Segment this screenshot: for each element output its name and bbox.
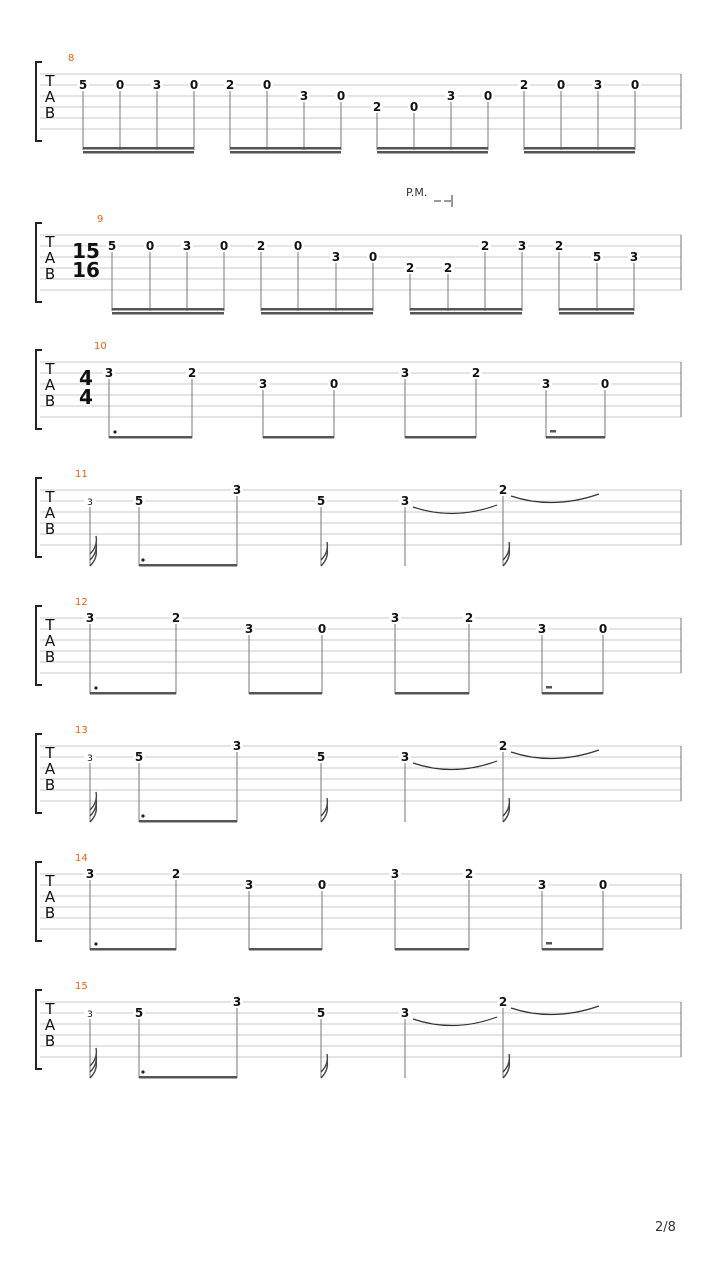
fret-number: 0: [317, 622, 327, 636]
beam: [83, 151, 194, 154]
tab-clef-letter: B: [44, 904, 56, 922]
dotted-rhythm-dot: [141, 558, 144, 561]
tab-clef-letter: A: [44, 632, 56, 650]
beam: [139, 564, 237, 567]
tab-clef-letter: B: [44, 104, 56, 122]
fret-number: 5: [592, 250, 602, 264]
beam: [542, 692, 603, 695]
fret-number: 3: [87, 1010, 93, 1020]
tab-clef-letter: T: [45, 360, 55, 378]
dotted-rhythm-dot: [94, 942, 97, 945]
fret-number: 3: [232, 739, 242, 753]
fret-number: 0: [329, 377, 339, 391]
fret-number: 3: [541, 377, 551, 391]
fret-number: 3: [232, 483, 242, 497]
tab-clef-letter: B: [44, 776, 56, 794]
fret-number: 5: [316, 1006, 326, 1020]
time-signature-top: 4: [79, 366, 93, 390]
fret-number: 2: [187, 366, 197, 380]
beam: [395, 692, 469, 695]
beam: [542, 948, 603, 951]
measure-number: 11: [75, 469, 88, 480]
fret-number: 3: [258, 377, 268, 391]
fret-number: 3: [85, 867, 95, 881]
dotted-rhythm-dot: [94, 686, 97, 689]
fret-number: 3: [87, 498, 93, 508]
time-signature-bottom: 4: [79, 385, 93, 409]
tab-clef-letter: B: [44, 1032, 56, 1050]
fret-number: 3: [400, 494, 410, 508]
beam: [377, 151, 488, 154]
fret-number: 2: [372, 100, 382, 114]
measure-number: 9: [97, 214, 104, 225]
measure-number: 14: [75, 853, 88, 864]
fret-number: 2: [471, 366, 481, 380]
time-signature-top: 15: [72, 239, 100, 263]
beam: [263, 436, 334, 439]
palm-mute-label: P.M.: [406, 186, 428, 199]
fret-number: 2: [256, 239, 266, 253]
fret-number: 5: [134, 750, 144, 764]
fret-number: 2: [464, 611, 474, 625]
fret-number: 5: [316, 494, 326, 508]
fret-number: 0: [630, 78, 640, 92]
fret-number: 0: [336, 89, 346, 103]
fret-number: 0: [600, 377, 610, 391]
fret-number: 2: [464, 867, 474, 881]
beam: [261, 312, 373, 315]
beam: [249, 692, 322, 695]
beam: [90, 692, 176, 695]
tab-clef-letter: A: [44, 376, 56, 394]
tab-clef-letter: B: [44, 520, 56, 538]
fret-number: 2: [480, 239, 490, 253]
beam: [139, 1076, 237, 1079]
fret-number: 2: [225, 78, 235, 92]
dotted-rhythm-dot: [141, 1070, 144, 1073]
tab-clef-letter: B: [44, 392, 56, 410]
fret-number: 3: [104, 366, 114, 380]
beam: [112, 312, 224, 315]
beam: [83, 147, 194, 150]
fret-number: 3: [244, 622, 254, 636]
fret-number: 0: [115, 78, 125, 92]
fret-number: 0: [598, 878, 608, 892]
beam: [112, 308, 224, 311]
fret-number: 0: [219, 239, 229, 253]
fret-number: 0: [317, 878, 327, 892]
fret-number: 2: [554, 239, 564, 253]
fret-number: 3: [593, 78, 603, 92]
tab-clef-letter: A: [44, 1016, 56, 1034]
dotted-rhythm-dot: [141, 814, 144, 817]
tab-clef-letter: T: [45, 616, 55, 634]
tab-clef-letter: T: [45, 72, 55, 90]
time-signature-bottom: 16: [72, 258, 100, 282]
measure-number: 13: [75, 725, 88, 736]
beam: [395, 948, 469, 951]
fret-number: 2: [498, 739, 508, 753]
partial-beam: [550, 430, 556, 433]
measure-number: 12: [75, 597, 88, 608]
tab-clef-letter: A: [44, 249, 56, 267]
fret-number: 5: [316, 750, 326, 764]
dotted-rhythm-dot: [113, 430, 116, 433]
fret-number: 3: [182, 239, 192, 253]
partial-beam: [546, 942, 552, 945]
fret-number: 2: [171, 611, 181, 625]
beam: [261, 308, 373, 311]
fret-number: 3: [331, 250, 341, 264]
measure-number: 10: [94, 341, 107, 352]
fret-number: 3: [537, 878, 547, 892]
tab-clef-letter: A: [44, 760, 56, 778]
tab-clef-letter: T: [45, 744, 55, 762]
tab-clef-letter: B: [44, 265, 56, 283]
beam: [546, 436, 605, 439]
partial-beam: [546, 686, 552, 689]
fret-number: 3: [85, 611, 95, 625]
tab-clef-letter: B: [44, 648, 56, 666]
fret-number: 3: [517, 239, 527, 253]
fret-number: 3: [390, 867, 400, 881]
fret-number: 3: [446, 89, 456, 103]
tab-clef-letter: T: [45, 872, 55, 890]
tab-clef-letter: A: [44, 888, 56, 906]
fret-number: 0: [598, 622, 608, 636]
tab-clef-letter: T: [45, 488, 55, 506]
measure-number: 15: [75, 981, 88, 992]
fret-number: 0: [483, 89, 493, 103]
fret-number: 3: [232, 995, 242, 1009]
tab-clef-letter: A: [44, 504, 56, 522]
fret-number: 3: [400, 366, 410, 380]
beam: [410, 312, 522, 315]
fret-number: 0: [368, 250, 378, 264]
fret-number: 3: [152, 78, 162, 92]
fret-number: 5: [107, 239, 117, 253]
beam: [230, 147, 341, 150]
fret-number: 0: [556, 78, 566, 92]
fret-number: 3: [400, 750, 410, 764]
fret-number: 5: [134, 1006, 144, 1020]
fret-number: 3: [537, 622, 547, 636]
beam: [109, 436, 192, 439]
beam: [139, 820, 237, 823]
beam: [90, 948, 176, 951]
fret-number: 0: [145, 239, 155, 253]
beam: [524, 147, 635, 150]
fret-number: 0: [262, 78, 272, 92]
page-number: 2/8: [655, 1220, 676, 1235]
fret-number: 2: [498, 483, 508, 497]
fret-number: 0: [189, 78, 199, 92]
beam: [524, 151, 635, 154]
fret-number: 3: [629, 250, 639, 264]
beam: [377, 147, 488, 150]
fret-number: 2: [519, 78, 529, 92]
tab-clef-letter: A: [44, 88, 56, 106]
beam: [559, 308, 634, 311]
fret-number: 2: [405, 261, 415, 275]
fret-number: 2: [171, 867, 181, 881]
fret-number: 0: [409, 100, 419, 114]
fret-number: 2: [498, 995, 508, 1009]
fret-number: 3: [400, 1006, 410, 1020]
tab-clef-letter: T: [45, 1000, 55, 1018]
fret-number: 3: [390, 611, 400, 625]
fret-number: 3: [299, 89, 309, 103]
beam: [249, 948, 322, 951]
beam: [559, 312, 634, 315]
fret-number: 2: [443, 261, 453, 275]
measure-number: 8: [68, 53, 75, 64]
fret-number: 3: [87, 754, 93, 764]
beam: [405, 436, 476, 439]
fret-number: 5: [78, 78, 88, 92]
beam: [410, 308, 522, 311]
beam: [230, 151, 341, 154]
fret-number: 3: [244, 878, 254, 892]
tab-clef-letter: T: [45, 233, 55, 251]
fret-number: 0: [293, 239, 303, 253]
fret-number: 5: [134, 494, 144, 508]
